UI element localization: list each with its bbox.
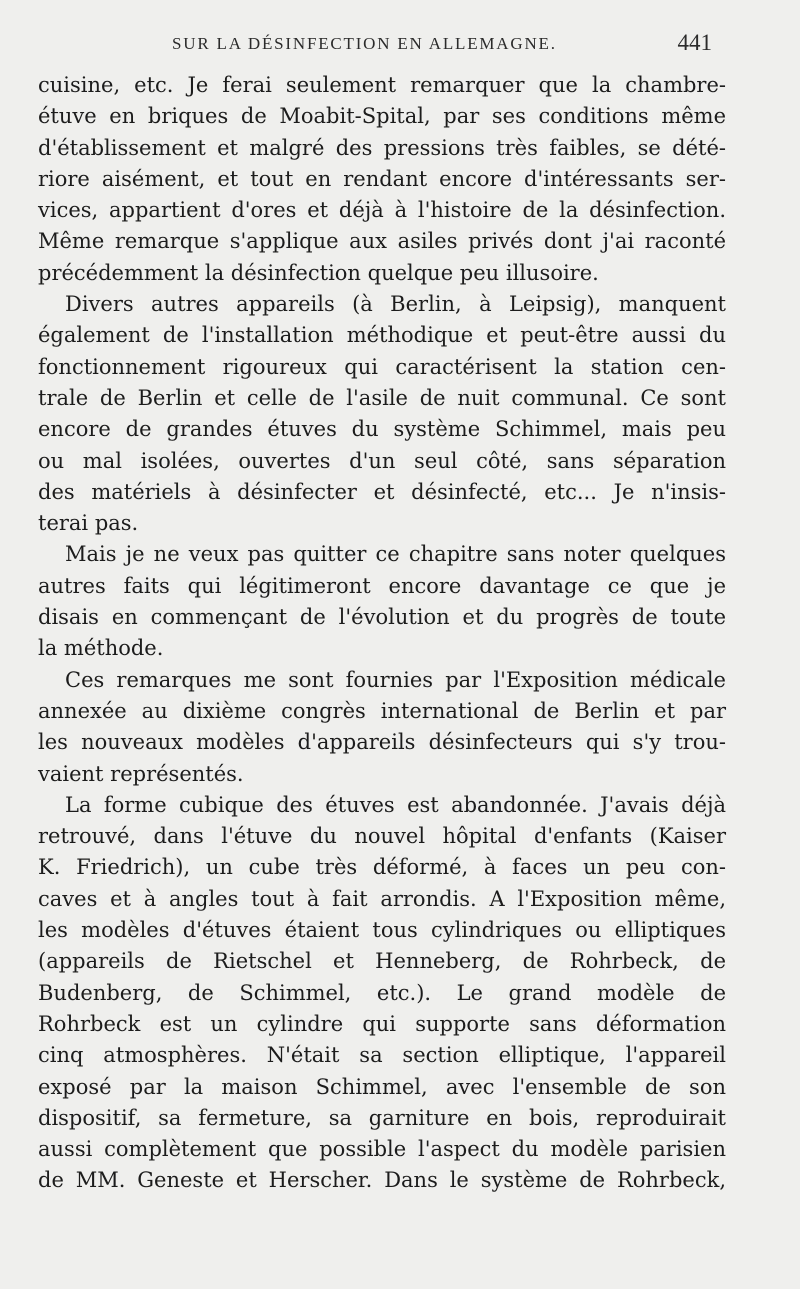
text-line: terai pas. [38, 511, 139, 536]
text-line: trale de Berlin et celle de l'asile de nuit communal. Ce sont [38, 385, 726, 410]
text-line: ou mal isolées, ouvertes d'un seul côté, sans séparation [38, 448, 726, 473]
text-line: (appareils de Rietschel et Henneberg, de Rohrbeck, de [38, 949, 726, 974]
text-line: cinq atmosphères. N'était sa section elliptique, l'appareil [38, 1043, 726, 1068]
text-line: aussi complètement que possible l'aspect du modèle parisien [38, 1137, 726, 1162]
text-line: précédemment la désinfection quelque peu illusoire. [38, 260, 599, 285]
text-line: Rohrbeck est un cylindre qui supporte sans déformation [38, 1011, 726, 1036]
text-line: les modèles d'étuves étaient tous cylindriques ou elliptiques [38, 918, 726, 943]
running-title: SUR LA DÉSINFECTION EN ALLEMAGNE. [172, 34, 557, 53]
text-line: riore aisément, et tout en rendant encore d'intéressants ser- [38, 166, 726, 191]
text-line: de MM. Geneste et Herscher. Dans le système de Rohrbeck, [38, 1168, 726, 1193]
text-line: Budenberg, de Schimmel, etc.). Le grand modèle de [38, 980, 726, 1005]
text-line: disais en commençant de l'évolution et du progrès de toute [38, 605, 726, 630]
text-line: La forme cubique des étuves est abandonnée. J'avais déjà [65, 792, 726, 817]
text-line: annexée au dixième congrès international de Berlin et par [38, 698, 726, 723]
text-line: Ces remarques me sont fournies par l'Exposition médicale [65, 667, 726, 692]
text-line: les nouveaux modèles d'appareils désinfecteurs qui s'y trou- [38, 730, 726, 755]
text-line: encore de grandes étuves du système Schimmel, mais peu [38, 417, 726, 442]
text-line: autres faits qui légitimeront encore davantage ce que je [38, 573, 726, 598]
page-header [172, 30, 712, 60]
page-number: 441 [677, 30, 712, 55]
text-line: exposé par la maison Schimmel, avec l'ensemble de son [38, 1074, 726, 1099]
text-line: vices, appartient d'ores et déjà à l'histoire de la désinfection. [38, 198, 726, 223]
text-line: étuve en briques de Moabit-Spital, par ses conditions même [38, 104, 726, 129]
text-line: K. Friedrich), un cube très déformé, à faces un peu con- [38, 855, 726, 880]
text-line: Même remarque s'applique aux asiles privés dont j'ai raconté [38, 229, 726, 254]
text-line: Mais je ne veux pas quitter ce chapitre sans noter quelques [65, 542, 726, 567]
text-line: caves et à angles tout à fait arrondis. A l'Exposition même, [38, 886, 726, 911]
text-line: vaient représentés. [38, 761, 244, 786]
text-line: dispositif, sa fermeture, sa garniture en bois, reproduirait [38, 1105, 726, 1130]
text-line: Divers autres appareils (à Berlin, à Leipsig), manquent [65, 292, 726, 317]
body-text [38, 70, 726, 1197]
text-line: retrouvé, dans l'étuve du nouvel hôpital d'enfants (Kaiser [38, 824, 726, 849]
text-line: des matériels à désinfecter et désinfecté, etc... Je n'insis- [38, 479, 726, 504]
text-line: cuisine, etc. Je ferai seulement remarquer que la chambre- [38, 73, 726, 97]
text-line: la méthode. [38, 636, 164, 661]
text-line: fonctionnement rigoureux qui caractérisent la station cen- [38, 354, 726, 379]
text-line: également de l'installation méthodique et peut-être aussi du [38, 323, 726, 348]
text-line: d'établissement et malgré des pressions très faibles, se dété- [38, 135, 726, 160]
